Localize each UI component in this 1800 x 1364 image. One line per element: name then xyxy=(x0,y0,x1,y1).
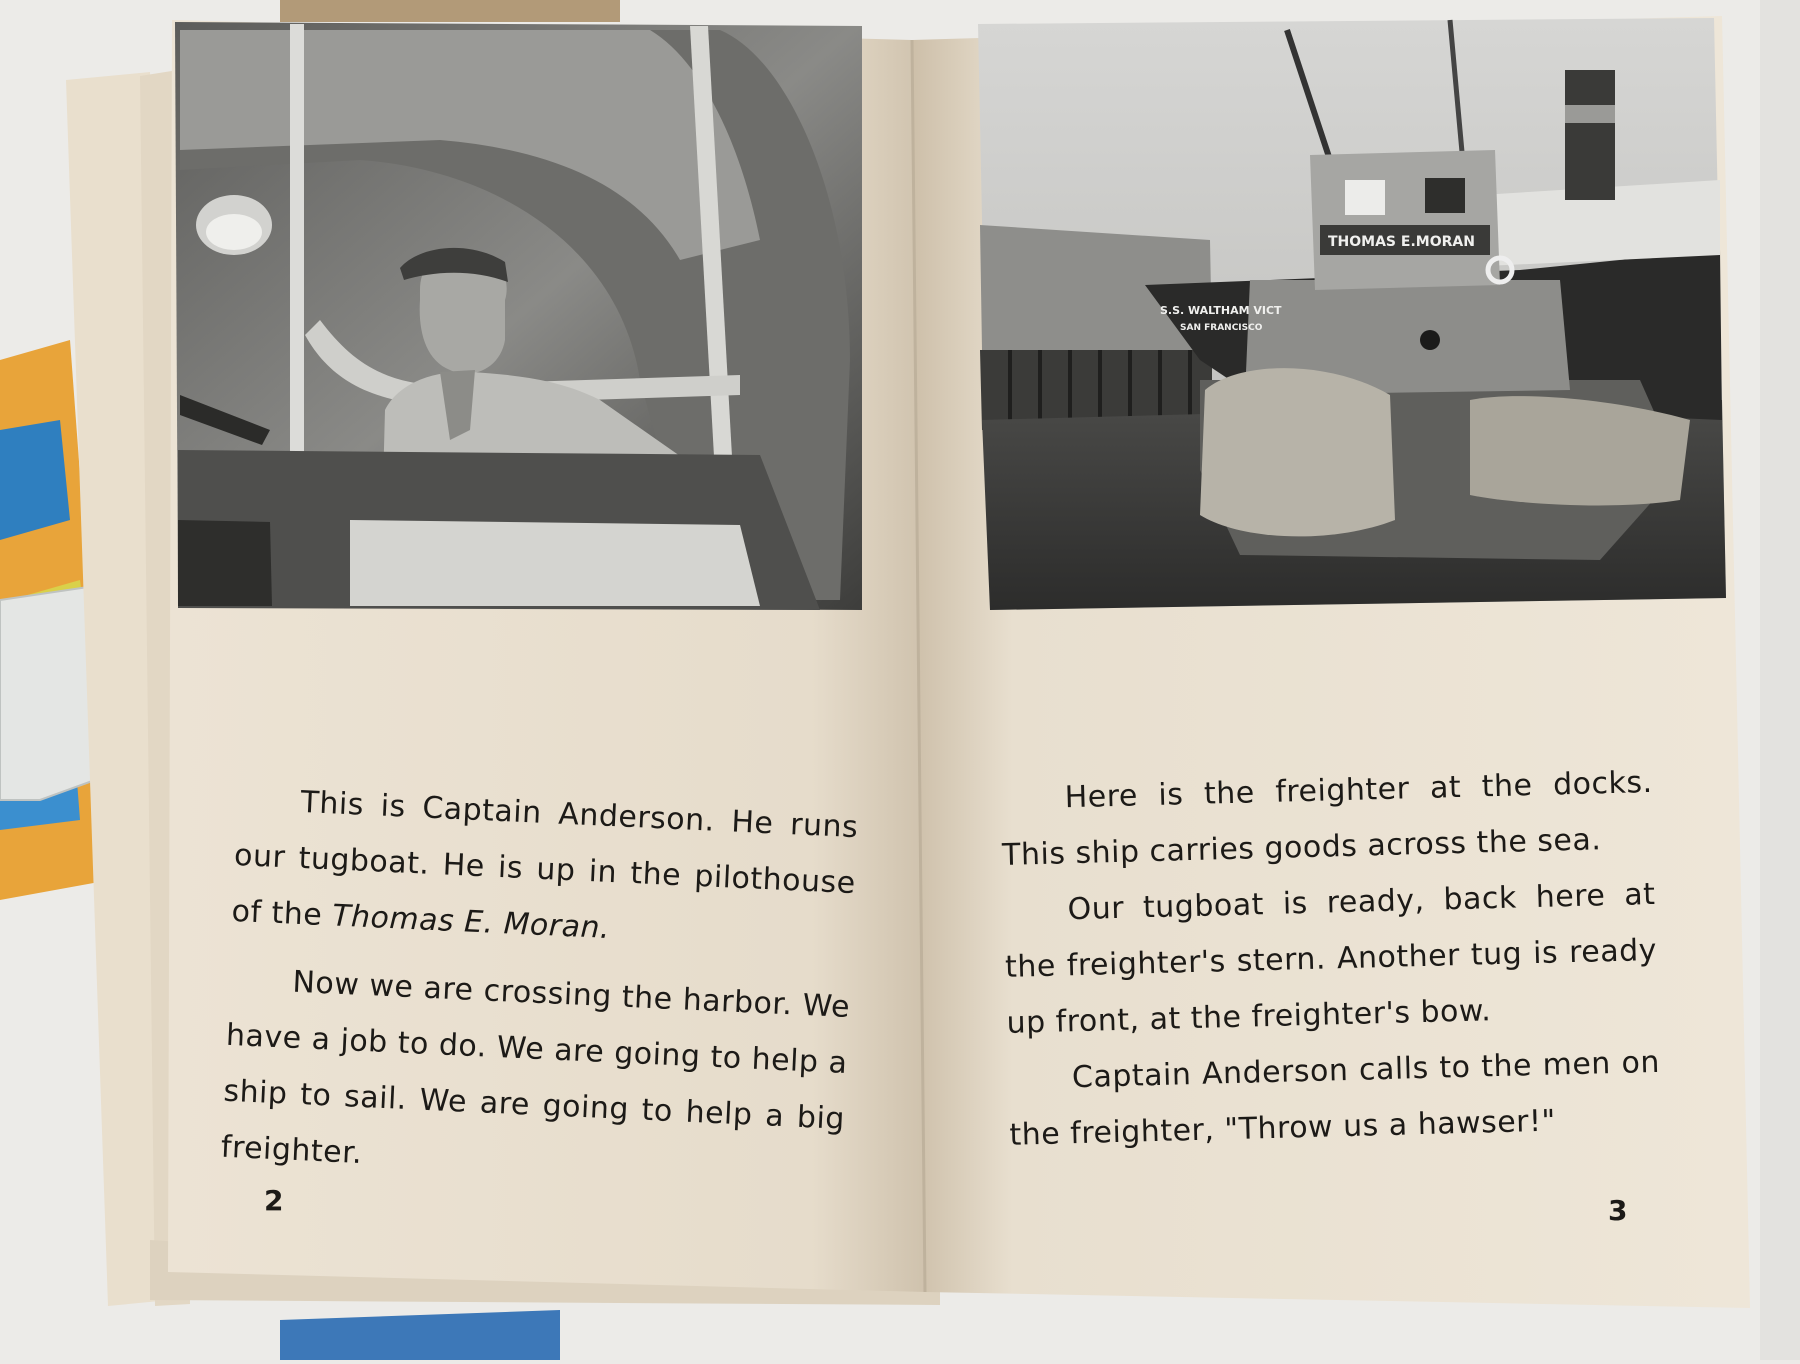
ship-port: SAN FRANCISCO xyxy=(1180,323,1263,333)
tug-name-sign: THOMAS E.MORAN xyxy=(1328,234,1475,250)
right-paragraph-3: Captain Anderson calls to the men on the freighter, "Throw us a hawser!" xyxy=(1009,1044,1661,1153)
captain-photo xyxy=(175,22,862,610)
left-page-text xyxy=(220,772,860,1204)
bow-fender xyxy=(1200,368,1395,536)
left-paragraph-2: Now we are crossing the harbor. We have a job to do. We are going to help a ship to sail. We are going to help a big freighter. xyxy=(220,964,851,1172)
right-paragraph-1: Here is the freighter at the docks. This ship carries goods across the sea. xyxy=(1001,764,1653,873)
ship-name: S.S. WALTHAM VICT xyxy=(1160,304,1282,317)
tugboat-pilothouse xyxy=(1310,150,1500,290)
background-card xyxy=(280,0,620,22)
boat-name: Thomas E. Moran. xyxy=(331,898,611,947)
tugboat-photo xyxy=(978,18,1726,610)
page-number-right: 3 xyxy=(1608,1194,1628,1227)
right-paragraph-2: Our tugboat is ready, back here at the freighter's stern. Another tug is ready up front, at the freighter's bow. xyxy=(1004,876,1658,1041)
right-page-text xyxy=(1000,755,1662,1164)
left-paragraph-1 xyxy=(230,772,859,968)
page-number-left: 2 xyxy=(264,1184,284,1217)
left-paragraph-1-text: This is Captain Anderson. He runs our tugboat. He is up in the pilothouse of the xyxy=(230,784,859,934)
